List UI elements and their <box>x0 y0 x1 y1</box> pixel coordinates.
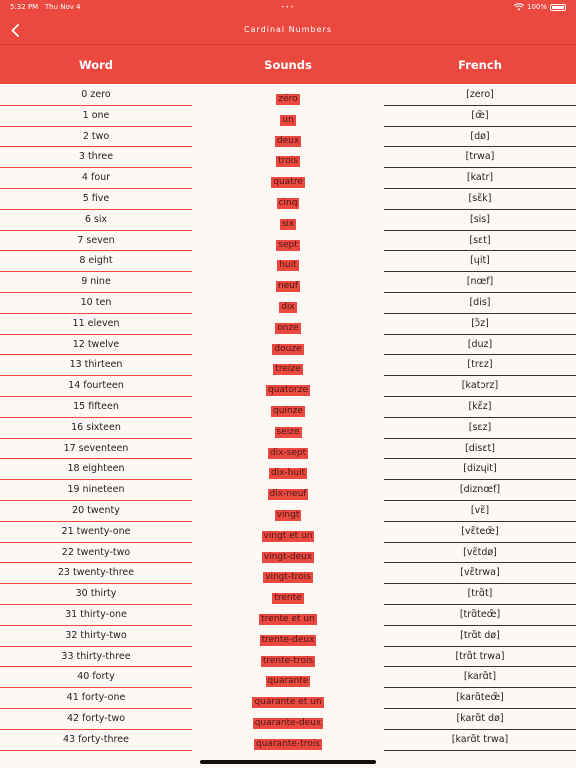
french-pronunciation-cell: [karɑ̃teœ̃] <box>384 688 576 709</box>
table-row <box>0 709 576 730</box>
french-pronunciation-cell: [œ̃] <box>384 106 576 127</box>
sound-cell <box>192 376 384 397</box>
sound-play-button[interactable]: zéro <box>278 94 298 104</box>
word-cell: 15 fifteen <box>0 397 192 418</box>
sound-play-button[interactable]: trois <box>278 156 298 167</box>
sound-play-button[interactable]: vingt <box>276 509 300 520</box>
table-row <box>0 335 576 356</box>
sound-cell <box>192 335 384 356</box>
word-cell: 5 five <box>0 189 192 210</box>
table-row <box>0 147 576 168</box>
sound-play-button[interactable]: quarante et un <box>254 697 322 708</box>
sound-play-button[interactable]: onze <box>277 322 299 333</box>
table-row <box>0 272 576 293</box>
table-row <box>0 563 576 584</box>
table-row <box>0 231 576 252</box>
sound-play-button[interactable]: un <box>282 114 294 125</box>
sound-play-button[interactable]: douze <box>274 343 302 354</box>
french-pronunciation-cell: [sɛ̃k] <box>384 189 576 210</box>
french-pronunciation-cell: [katɔrz] <box>384 376 576 397</box>
word-cell: 18 eighteen <box>0 459 192 480</box>
sound-play-button[interactable]: dix <box>281 301 295 312</box>
sound-play-button[interactable]: quatre <box>273 177 303 188</box>
sound-cell <box>192 168 384 189</box>
sound-play-button[interactable]: cinq <box>278 197 298 208</box>
sound-play-button[interactable]: vingt-deux <box>263 551 313 562</box>
table-row <box>0 251 576 272</box>
column-header-word: Word <box>78 58 114 72</box>
french-pronunciation-cell: [diznœf] <box>384 480 576 501</box>
sound-cell <box>192 667 384 688</box>
word-cell: 22 twenty-two <box>0 543 192 564</box>
french-pronunciation-cell: [trɛz] <box>384 355 576 376</box>
sound-cell <box>192 688 384 709</box>
word-cell: 13 thirteen <box>0 355 192 376</box>
table-row <box>0 210 576 231</box>
sound-play-button[interactable]: huit <box>279 260 297 271</box>
word-cell: 4 four <box>0 168 192 189</box>
french-pronunciation-cell: [vɛ̃tdø] <box>384 543 576 564</box>
french-pronunciation-cell: [kɛ̃z] <box>384 397 576 418</box>
french-pronunciation-cell: [trwa] <box>384 147 576 168</box>
french-pronunciation-cell: [nœf] <box>384 272 576 293</box>
table-row <box>0 397 576 418</box>
french-pronunciation-cell: [trɑ̃t trwa] <box>384 647 576 668</box>
table-row <box>0 127 576 148</box>
column-header-french: French <box>458 58 502 72</box>
word-cell: 2 two <box>0 127 192 148</box>
word-cell: 9 nine <box>0 272 192 293</box>
table-row <box>0 584 576 605</box>
table-row <box>0 501 576 522</box>
french-pronunciation-cell: [trɑ̃t dø] <box>384 626 576 647</box>
column-header-sounds: Sounds <box>264 58 312 72</box>
sound-cell <box>192 584 384 605</box>
french-pronunciation-cell: [vɛ̃teœ̃] <box>384 522 576 543</box>
sound-cell <box>192 397 384 418</box>
table-row <box>0 730 576 751</box>
sound-play-button[interactable]: vingt-trois <box>265 572 311 583</box>
word-cell: 23 twenty-three <box>0 563 192 584</box>
battery-icon <box>550 4 566 11</box>
sound-cell <box>192 563 384 584</box>
sound-play-button[interactable]: neuf <box>277 281 299 292</box>
sound-play-button[interactable]: dix-sept <box>269 447 307 458</box>
word-cell: 43 forty-three <box>0 730 192 751</box>
sound-play-button[interactable]: trente <box>274 593 302 604</box>
sound-cell <box>192 293 384 314</box>
word-cell: 42 forty-two <box>0 709 192 730</box>
status-time <box>10 3 81 11</box>
table-row <box>0 85 576 106</box>
sound-play-button[interactable]: trente-trois <box>262 655 314 666</box>
word-cell: 40 forty <box>0 667 192 688</box>
word-cell: 1 one <box>0 106 192 127</box>
status-bar <box>0 3 576 15</box>
french-pronunciation-cell: [vɛ̃trwa] <box>384 563 576 584</box>
french-pronunciation-cell: [duz] <box>384 335 576 356</box>
sound-play-button[interactable]: quatorze <box>268 385 308 396</box>
word-cell: 8 eight <box>0 251 192 272</box>
french-pronunciation-cell: [sɛt] <box>384 231 576 252</box>
table-row <box>0 459 576 480</box>
french-pronunciation-cell: [zero] <box>384 85 576 106</box>
french-pronunciation-cell: [karɑ̃t trwa] <box>384 730 576 751</box>
french-pronunciation-cell: [sɛz] <box>384 418 576 439</box>
sound-cell <box>192 522 384 543</box>
sound-cell <box>192 314 384 335</box>
sound-play-button[interactable]: deux <box>276 135 300 146</box>
app-header <box>0 0 576 84</box>
word-cell: 21 twenty-one <box>0 522 192 543</box>
french-pronunciation-cell: [vɛ̃] <box>384 501 576 522</box>
sound-cell <box>192 459 384 480</box>
word-cell: 14 fourteen <box>0 376 192 397</box>
sound-play-button[interactable]: seize <box>276 426 300 437</box>
sound-play-button[interactable]: quinze <box>273 405 303 416</box>
sound-cell <box>192 251 384 272</box>
column-headers <box>0 52 576 76</box>
table-row <box>0 647 576 668</box>
home-indicator[interactable] <box>200 760 376 764</box>
french-pronunciation-cell: [karɑ̃t] <box>384 667 576 688</box>
sound-cell <box>192 543 384 564</box>
sound-play-button[interactable]: dix-neuf <box>269 489 307 500</box>
sound-play-button[interactable]: sept <box>278 239 298 250</box>
french-pronunciation-cell: [katr] <box>384 168 576 189</box>
table-row <box>0 605 576 626</box>
word-cell: 10 ten <box>0 293 192 314</box>
sound-play-button[interactable]: trente et un <box>261 613 315 624</box>
word-cell: 0 zero <box>0 85 192 106</box>
table-row <box>0 522 576 543</box>
word-cell: 41 forty-one <box>0 688 192 709</box>
word-cell: 16 sixteen <box>0 418 192 439</box>
french-pronunciation-cell: [ɔ̃z] <box>384 314 576 335</box>
sound-play-button[interactable]: quarante <box>267 676 309 687</box>
numbers-table <box>0 85 576 751</box>
sound-play-button[interactable]: treize <box>275 364 301 375</box>
table-row <box>0 626 576 647</box>
table-row <box>0 418 576 439</box>
word-cell: 7 seven <box>0 231 192 252</box>
french-pronunciation-cell: [ɥit] <box>384 251 576 272</box>
sound-cell <box>192 418 384 439</box>
sound-play-button[interactable]: six <box>281 218 295 229</box>
table-row <box>0 293 576 314</box>
table-row <box>0 376 576 397</box>
sound-play-button[interactable]: quarante-deux <box>254 717 322 728</box>
word-cell: 20 twenty <box>0 501 192 522</box>
table-row <box>0 168 576 189</box>
sound-play-button[interactable]: trente-deux <box>261 634 315 645</box>
french-pronunciation-cell: [sis] <box>384 210 576 231</box>
status-right <box>514 3 566 11</box>
word-cell: 6 six <box>0 210 192 231</box>
word-cell: 19 nineteen <box>0 480 192 501</box>
word-cell: 11 eleven <box>0 314 192 335</box>
sound-cell <box>192 730 384 751</box>
word-cell: 30 thirty <box>0 584 192 605</box>
sound-cell <box>192 85 384 106</box>
table-row <box>0 688 576 709</box>
sound-cell <box>192 189 384 210</box>
sound-cell <box>192 210 384 231</box>
sound-cell <box>192 439 384 460</box>
sound-cell <box>192 480 384 501</box>
table-row <box>0 355 576 376</box>
table-row <box>0 106 576 127</box>
word-cell: 3 three <box>0 147 192 168</box>
sound-play-button[interactable]: dix-huit <box>270 468 306 479</box>
sound-cell <box>192 709 384 730</box>
sound-cell <box>192 106 384 127</box>
table-row <box>0 189 576 210</box>
french-pronunciation-cell: [disɛt] <box>384 439 576 460</box>
status-time-value: 5:32 PM <box>10 3 39 11</box>
sound-cell <box>192 605 384 626</box>
battery-percentage: 100% <box>526 3 547 11</box>
sound-cell <box>192 272 384 293</box>
sound-cell <box>192 355 384 376</box>
sound-cell <box>192 626 384 647</box>
status-date: Thu Nov 4 <box>44 3 81 11</box>
sound-cell <box>192 127 384 148</box>
multitasking-dots-icon[interactable]: ••• <box>281 4 295 11</box>
page-title: Cardinal Numbers <box>244 25 332 34</box>
header-divider <box>0 44 576 45</box>
wifi-icon <box>514 3 524 11</box>
french-pronunciation-cell: [trɑ̃t] <box>384 584 576 605</box>
french-pronunciation-cell: [dis] <box>384 293 576 314</box>
french-pronunciation-cell: [karɑ̃t dø] <box>384 709 576 730</box>
word-cell: 12 twelve <box>0 335 192 356</box>
sound-play-button[interactable]: quarante-trois <box>256 738 320 749</box>
sound-cell <box>192 647 384 668</box>
table-row <box>0 439 576 460</box>
french-pronunciation-cell: [dø] <box>384 127 576 148</box>
word-cell: 33 thirty-three <box>0 647 192 668</box>
word-cell: 32 thirty-two <box>0 626 192 647</box>
word-cell: 31 thirty-one <box>0 605 192 626</box>
sound-cell <box>192 231 384 252</box>
table-row <box>0 667 576 688</box>
word-cell: 17 seventeen <box>0 439 192 460</box>
table-row <box>0 480 576 501</box>
sound-cell <box>192 501 384 522</box>
table-row <box>0 314 576 335</box>
table-row <box>0 543 576 564</box>
sound-play-button[interactable]: vingt et un <box>263 530 313 541</box>
french-pronunciation-cell: [trɑ̃teœ̃] <box>384 605 576 626</box>
french-pronunciation-cell: [dizɥit] <box>384 459 576 480</box>
sound-cell <box>192 147 384 168</box>
